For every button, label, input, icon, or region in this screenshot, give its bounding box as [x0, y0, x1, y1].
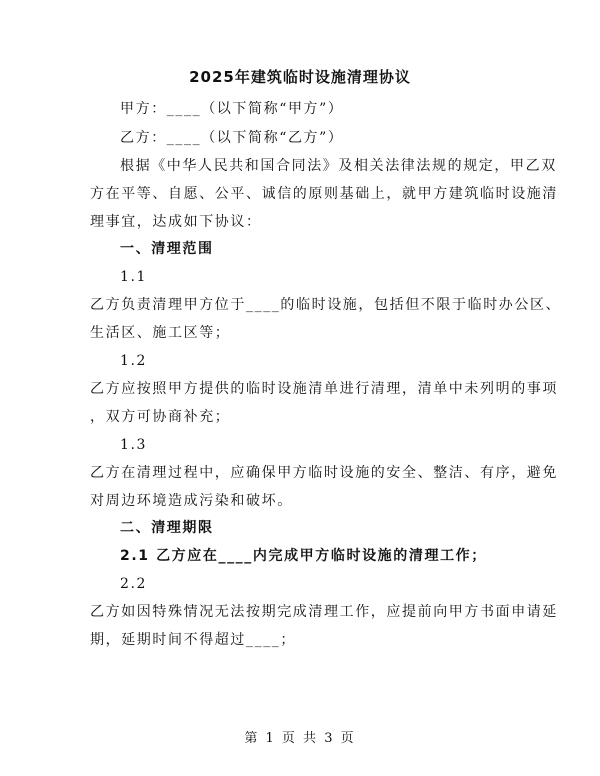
clause-1-3-line-1: 乙方在清理过程中，应确保甲方临时设施的安全、整洁、有序，避免	[90, 465, 558, 481]
clause-1-2-number: 1.2	[120, 353, 148, 369]
clause-1-3-number: 1.3	[120, 437, 148, 453]
intro-line-1: 根据《中华人民共和国合同法》及相关法律法规的规定，甲乙双	[120, 158, 557, 174]
clause-1-1-number: 1.1	[120, 269, 148, 285]
clause-1-2-line-2: ，双方可协商补充；	[90, 409, 231, 425]
clause-1-1-line-1: 乙方负责清理甲方位于____的临时设施，包括但不限于临时办公区、	[90, 297, 562, 313]
document-title: 2025年建筑临时设施清理协议	[189, 68, 411, 86]
party-b-line: 乙方：____（以下简称“乙方”）	[120, 130, 344, 146]
page-footer: 第 1 页 共 3 页	[244, 731, 356, 746]
clause-2-1: 2.1 乙方应在____内完成甲方临时设施的清理工作；	[120, 548, 487, 564]
intro-line-2: 方在平等、自愿、公平、诚信的原则基础上，就甲方建筑临时设施清	[90, 186, 558, 202]
clause-2-2-number: 2.2	[120, 576, 148, 592]
party-a-line: 甲方：____（以下简称“甲方”）	[120, 101, 344, 117]
clause-1-2-line-1: 乙方应按照甲方提供的临时设施清单进行清理，清单中未列明的事项	[90, 381, 558, 397]
intro-line-3: 理事宜，达成如下协议：	[90, 214, 262, 230]
clause-2-2-line-1: 乙方如因特殊情况无法按期完成清理工作，应提前向甲方书面申请延	[90, 604, 558, 620]
section-1-heading: 一、清理范围	[120, 241, 214, 257]
section-2-heading: 二、清理期限	[120, 520, 214, 536]
clause-1-1-line-2: 生活区、施工区等；	[90, 325, 231, 341]
clause-1-3-line-2: 对周边环境造成污染和破坏。	[90, 493, 293, 509]
clause-2-2-line-2: 期，延期时间不得超过____；	[90, 632, 296, 648]
